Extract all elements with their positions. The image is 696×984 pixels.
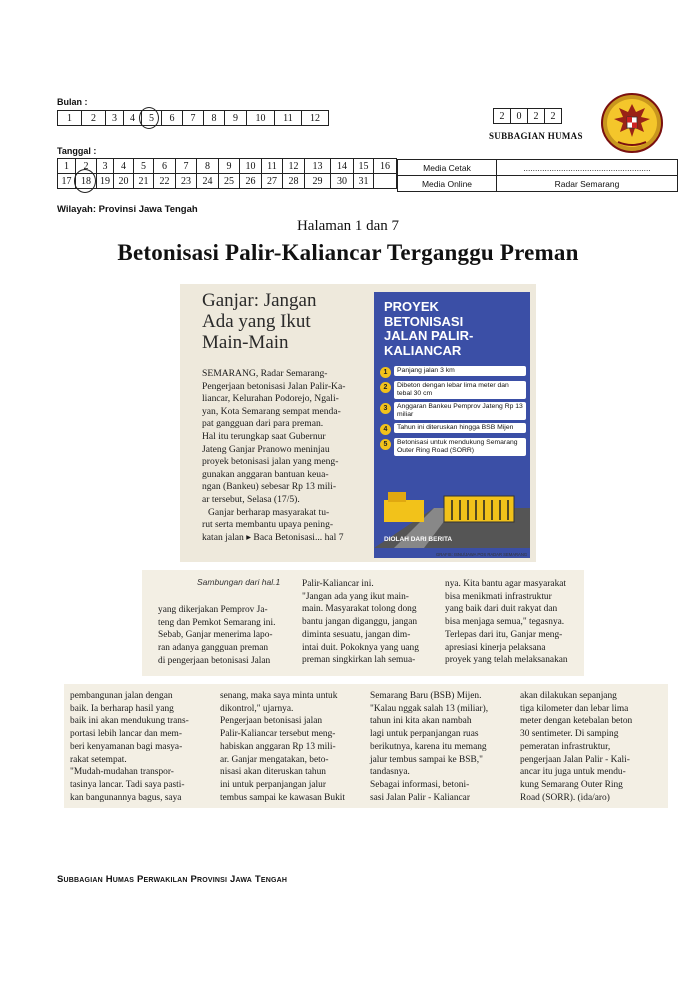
text-line: tandasnya. — [370, 767, 410, 778]
text-line: "Mudah-mudahan transpor- — [70, 767, 174, 778]
infographic-item — [380, 423, 526, 435]
text-line: portasi lebih lancar dan mem- — [70, 729, 182, 740]
month-cell: 7 — [183, 111, 204, 126]
clip-body-line: gunakan anggaran bantuan keua- — [202, 468, 329, 480]
garuda-emblem-icon — [600, 90, 664, 154]
infographic — [374, 292, 530, 558]
date-cell: 25 — [219, 174, 240, 189]
text-line: baik ini akan mendukung trans- — [70, 716, 189, 727]
year-digit: 0 — [511, 109, 528, 124]
date-cell: 5 — [134, 159, 154, 174]
year-digit: 2 — [528, 109, 545, 124]
media-cetak-label: Media Cetak — [398, 160, 497, 176]
month-cell: 4 — [124, 111, 142, 126]
clip3-column-3 — [370, 690, 516, 804]
clip2-column-1 — [158, 604, 296, 668]
media-online-value: Radar Semarang — [497, 176, 678, 192]
text-line: intai duit. Pokoknya yang uang — [302, 642, 419, 653]
year-digit: 2 — [545, 109, 562, 124]
clip-title — [202, 290, 316, 353]
year-digit: 2 — [494, 109, 511, 124]
clipping-continuation-bottom — [64, 684, 668, 808]
date-cell: 22 — [154, 174, 176, 189]
clip-body-line: rut serta membantu upaya pening- — [202, 519, 334, 531]
clip-body-line: Pengerjaan betonisasi Jalan Palir-Ka- — [202, 380, 346, 392]
text-line: rakat setempat. — [70, 754, 127, 765]
infographic-source: DIOLAH DARI BERITA — [384, 536, 453, 543]
infographic-title — [384, 300, 473, 358]
infographic-title-line: BETONISASI — [384, 313, 464, 329]
text-line: "Kalau nggak salah 13 (miliar), — [370, 703, 489, 714]
date-cell: 9 — [219, 159, 240, 174]
month-cell: 8 — [204, 111, 225, 126]
selected-date-circle — [74, 169, 96, 193]
date-cell: 15 — [354, 159, 374, 174]
date-cell: 3 — [97, 159, 114, 174]
infographic-title-line: PROYEK — [384, 299, 439, 314]
date-cell — [374, 174, 397, 189]
text-line: apresiasi kinerja pelaksana — [445, 642, 546, 653]
infographic-item — [380, 366, 526, 378]
clipping-continuation-top — [142, 570, 584, 676]
date-cell: 27 — [262, 174, 283, 189]
clip-title-line: Main-Main — [202, 332, 289, 353]
clip-title-line: Ada yang Ikut — [202, 311, 311, 332]
text-line: jalur tembus sampai ke BSB," — [370, 754, 483, 765]
text-line: Terlepas dari itu, Ganjar meng- — [445, 629, 563, 640]
date-cell: 19 — [97, 174, 114, 189]
date-cell: 24 — [197, 174, 219, 189]
clip-body-line: Hal itu terungkap saat Gubernur — [202, 430, 326, 442]
text-line: pembangunan jalan dengan — [70, 691, 173, 701]
halaman-label: Halaman 1 dan 7 — [296, 218, 400, 234]
date-cell: 14 — [331, 159, 354, 174]
item-number-badge: 4 — [380, 424, 391, 435]
year-grid — [493, 108, 562, 124]
date-cell: 28 — [283, 174, 305, 189]
date-cell: 6 — [154, 159, 176, 174]
item-text: Anggaran Bankeu Pemprov Jateng Rp 13 miliar — [394, 402, 526, 420]
item-text: Panjang jalan 3 km — [394, 366, 526, 376]
text-line: meter dengan ketebalan beton — [520, 716, 633, 727]
headline: Betonisasi Palir-Kaliancar Terganggu Preman — [117, 240, 579, 265]
clipping-front-page — [180, 284, 536, 562]
infographic-title-line: JALAN PALIR- — [384, 328, 474, 343]
sambungan-label: Sambungan dari hal.1 — [197, 577, 281, 587]
clip3-column-1 — [70, 690, 216, 804]
text-line: di pengerjaan betonisasi Jalan — [158, 655, 271, 666]
text-line: bisa menjaga semua," tegasnya. — [445, 617, 565, 628]
text-line: beri kenyamanan bagi masya- — [70, 741, 183, 752]
date-cell: 7 — [176, 159, 197, 174]
tanggal-label: Tanggal : — [57, 146, 97, 156]
clip-body-line: pat gangguan dari para preman. — [202, 418, 324, 430]
text-line: tiga kilometer dan lebar lima — [520, 703, 629, 714]
clip-body-line: Jateng Ganjar Pranowo meninjau — [202, 443, 330, 455]
subbagian-label: SUBBAGIAN HUMAS — [489, 131, 583, 141]
text-line: bantu jangan diganggu, jangan — [302, 617, 418, 628]
date-cell: 10 — [240, 159, 262, 174]
clip-body-line: katan jalan ▸ Baca Betonisasi... hal 7 — [202, 531, 344, 543]
date-cell: 12 — [283, 159, 305, 174]
date-cell: 21 — [134, 174, 154, 189]
text-line: tembus sampai ke kawasan Bukit — [220, 792, 345, 803]
text-line: kan bangunannya bagus, saya — [70, 792, 182, 803]
month-cell: 9 — [225, 111, 247, 126]
date-cell: 31 — [354, 174, 374, 189]
clip-body-line: ngan (Bankeu) sebesar Rp 13 mili- — [202, 481, 337, 493]
infographic-item — [380, 438, 526, 456]
date-cell: 13 — [305, 159, 331, 174]
selected-month-circle — [139, 107, 159, 129]
text-line: Sebagai informasi, betoni- — [370, 779, 470, 790]
text-line: ran adanya gangguan preman — [158, 643, 269, 654]
date-cell: 16 — [374, 159, 397, 174]
month-cell: 6 — [162, 111, 183, 126]
date-cell: 23 — [176, 174, 197, 189]
text-line: nya. Kita bantu agar masyarakat — [445, 579, 567, 589]
bulan-label: Bulan : — [57, 97, 88, 107]
clip3-column-4 — [520, 690, 666, 804]
clip-body-line: Ganjar berharap masyarakat tu- — [208, 506, 330, 518]
clip-body-line: proyek betonisasi jalan yang meng- — [202, 456, 339, 468]
date-cell: 26 — [240, 174, 262, 189]
text-line: preman singkirkan lah semua- — [302, 655, 416, 666]
month-cell: 2 — [82, 111, 106, 126]
infographic-item — [380, 381, 526, 399]
text-line: berikutnya, karena itu memang — [370, 741, 487, 752]
date-cell: 4 — [114, 159, 134, 174]
date-cell: 29 — [305, 174, 331, 189]
item-text: Betonisasi untuk mendukung Semarang Outer Ring Road (SORR) — [394, 438, 526, 456]
text-line: Palir-Kaliancar ini. — [302, 579, 374, 589]
media-table — [397, 159, 678, 192]
infographic-item — [380, 402, 526, 420]
text-line: Pengerjaan betonisasi jalan — [220, 716, 323, 727]
item-number-badge: 5 — [380, 439, 391, 450]
text-line: Semarang Baru (BSB) Mijen. — [370, 691, 482, 701]
month-cell: 1 — [58, 111, 82, 126]
text-line: Palir-Kaliancar tersebut meng- — [220, 729, 336, 740]
date-cell: 30 — [331, 174, 354, 189]
text-line: proyek yang telah melaksanakan — [445, 655, 568, 666]
item-text: Dibeton dengan lebar lima meter dan tebal 30 cm — [394, 381, 526, 399]
clip3-column-2 — [220, 690, 366, 804]
clip2-column-3 — [445, 578, 583, 667]
text-line: bisa menikmati infrastruktur — [445, 591, 552, 602]
text-line: senang, maka saya minta untuk — [220, 691, 338, 701]
item-text: Tahun ini diteruskan hingga BSB Mijen — [394, 423, 526, 433]
clip-body-line: yan, Kota Semarang sempat menda- — [202, 405, 341, 417]
month-cell: 11 — [275, 111, 302, 126]
clip-body-line: liancar, Kelurahan Podorejo, Ngali- — [202, 393, 339, 405]
text-line: tahun ini kita akan nambah — [370, 716, 472, 727]
text-line: kung Semarang Outer Ring — [520, 779, 623, 790]
text-line: ar. Ganjar mengatakan, beto- — [220, 754, 329, 765]
text-line: yang baik dari duit rakyat dan — [445, 604, 558, 615]
clip-body-line: ar tersebut, Selasa (17/5). — [202, 493, 300, 505]
date-cell: 18 — [76, 174, 97, 189]
clip2-column-2 — [302, 578, 440, 667]
text-line: tasinya lancar. Tadi saya pasti- — [70, 779, 185, 790]
clip-body-line: SEMARANG, Radar Semarang- — [202, 368, 328, 379]
text-line: lagi untuk perpanjangan ruas — [370, 729, 479, 740]
item-number-badge: 3 — [380, 403, 391, 414]
infographic-list — [380, 366, 526, 459]
infographic-title-line: KALIANCAR — [384, 342, 462, 358]
clip-title-line: Ganjar: Jangan — [202, 290, 317, 311]
month-cell: 5 — [142, 111, 162, 126]
date-cell: 8 — [197, 159, 219, 174]
text-line: nisasi akan diteruskan tahun — [220, 767, 326, 778]
text-line: baik. Ia berharap hasil yang — [70, 703, 174, 714]
text-line: main. Masyarakat tolong dong — [302, 604, 417, 615]
text-line: teng dan Pemkot Semarang ini. — [158, 617, 276, 628]
date-cell: 11 — [262, 159, 283, 174]
month-grid — [57, 110, 329, 126]
date-cell: 20 — [114, 174, 134, 189]
month-cell: 12 — [302, 111, 329, 126]
text-line: yang dikerjakan Pemprov Ja- — [158, 605, 268, 615]
text-line: pemeratan infrastruktur, — [520, 741, 611, 752]
item-number-badge: 1 — [380, 367, 391, 378]
footer-label: Subbagian Humas Perwakilan Provinsi Jawa Tengah — [57, 874, 288, 885]
month-cell: 3 — [106, 111, 124, 126]
media-cetak-value: ...................................................... — [497, 160, 678, 176]
text-line: "Jangan ada yang ikut main- — [302, 591, 409, 602]
text-line: pengerjaan Jalan Palir - Kali- — [520, 754, 630, 765]
date-cell: 2 — [76, 159, 97, 174]
item-number-badge: 2 — [380, 382, 391, 393]
text-line: diminta sesuatu, jangan dim- — [302, 629, 411, 640]
date-grid — [57, 158, 397, 189]
text-line: Sebab, Ganjar menerima lapo- — [158, 630, 273, 641]
clip-body — [202, 368, 372, 544]
date-cell: 1 — [58, 159, 76, 174]
text-line: 30 sentimeter. Di samping — [520, 729, 619, 740]
text-line: habiskan anggaran Rp 13 mili- — [220, 741, 336, 752]
date-cell: 17 — [58, 174, 76, 189]
wilayah-label: Wilayah: Provinsi Jawa Tengah — [57, 204, 198, 215]
text-line: Road (SORR). (ida/aro) — [520, 792, 610, 803]
text-line: ini untuk perpanjangan jalur — [220, 779, 326, 790]
text-line: dikontrol," ujarnya. — [220, 703, 294, 714]
text-line: akan dilakukan sepanjang — [520, 691, 617, 701]
text-line: ancar itu juga untuk mendu- — [520, 767, 626, 778]
text-line: sasi Jalan Palir - Kaliancar — [370, 792, 470, 803]
infographic-credit: GRAFIS: ISNU/JAWA POS RADAR SEMARANG — [436, 552, 528, 557]
month-cell: 10 — [247, 111, 275, 126]
media-online-label: Media Online — [398, 176, 497, 192]
